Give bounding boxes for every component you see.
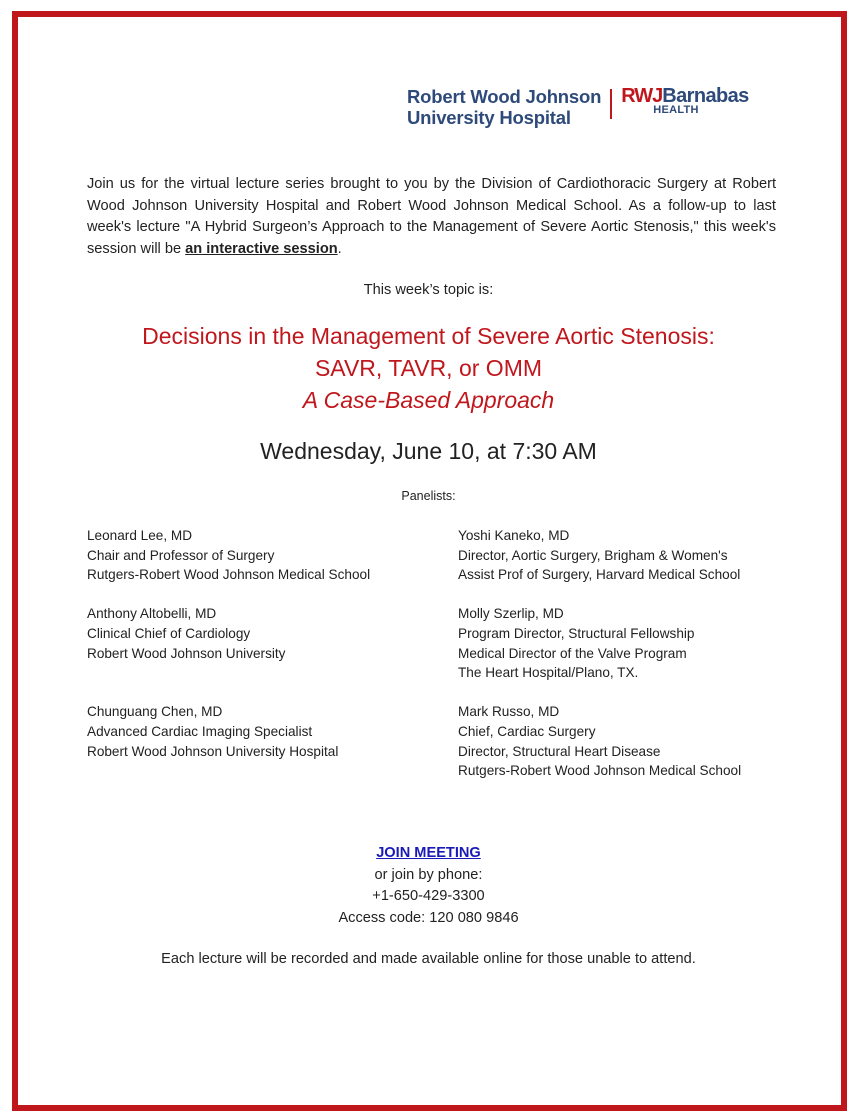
access-code: Access code: 120 080 9846	[338, 909, 519, 926]
phone-number: +1-650-429-3300	[372, 888, 485, 904]
join-meeting-link[interactable]: JOIN MEETING	[376, 845, 481, 861]
panelist-name: Yoshi Kaneko, MD	[458, 528, 570, 543]
logo-health: HEALTH	[653, 104, 699, 116]
panelist: Yoshi Kaneko, MD Director, Aortic Surgery, Brigham & Women's Assist Prof of Surgery, Harvard Medical School	[458, 526, 828, 585]
panelist-name: Mark Russo, MD	[458, 704, 560, 720]
panelist: Chunguang Chen, MD Advanced Cardiac Imaging Specialist Robert Wood Johnson University Hospital	[87, 702, 447, 761]
panelist-name: Anthony Altobelli, MD	[87, 606, 217, 622]
logo-rwjbarnabas	[621, 86, 748, 116]
panelist: Anthony Altobelli, MD Clinical Chief of Cardiology Robert Wood Johnson University	[87, 604, 447, 682]
panelists-left-column	[87, 526, 447, 781]
interactive-session-emphasis: an interactive session	[185, 240, 338, 257]
panelist: Mark Russo, MD Chief, Cardiac Surgery Director, Structural Heart Disease Rutgers-Robert Wood Johnson Medical School	[458, 702, 828, 780]
panelist-name: Molly Szerlip, MD	[458, 606, 564, 622]
title-line1: Decisions in the Management of Severe Aortic Stenosis:	[142, 323, 715, 349]
panelist: Molly Szerlip, MD Program Director, Structural Fellowship Medical Director of the Valve Program The Heart Hospital/Plano, TX.	[458, 604, 828, 682]
lecture-title	[0, 320, 857, 416]
phone-intro: or join by phone:	[374, 866, 483, 883]
intro-paragraph: Join us for the virtual lecture series brought to you by the Division of Cardiothoracic Surgery at Robert Wood Johnson University Hospital and Robert Wood Johnson Medical School. As a follow-up to last week's lecture "A Hybrid Surgeon’s Approach to the Management of Severe Aortic Stenosis," this week's session will be an interactive session.	[87, 176, 776, 257]
join-section	[0, 843, 857, 929]
title-line2: SAVR, TAVR, or OMM	[314, 355, 543, 381]
panelists-right-column	[458, 526, 828, 800]
logo-divider	[610, 89, 612, 119]
panelist: Leonard Lee, MD Chair and Professor of Surgery Rutgers-Robert Wood Johnson Medical School	[87, 526, 447, 585]
logo-barnabas: Barnabas	[662, 85, 749, 107]
title-subtitle: A Case-Based Approach	[302, 387, 555, 413]
panelist-name: Leonard Lee, MD	[87, 528, 193, 543]
hospital-logo	[407, 86, 749, 132]
topic-intro: This week’s topic is:	[363, 282, 494, 298]
logo-rwj: RWJ	[621, 85, 663, 107]
logo-line2: University Hospital	[407, 107, 571, 128]
panelists-heading: Panelists:	[401, 489, 456, 503]
logo-line1: Robert Wood Johnson	[407, 86, 602, 107]
event-date: Wednesday, June 10, at 7:30 AM	[260, 438, 597, 464]
panelist-name: Chunguang Chen, MD	[87, 704, 223, 720]
logo-rwjuh	[407, 86, 601, 128]
recording-note: Each lecture will be recorded and made available online for those unable to attend.	[161, 951, 696, 967]
